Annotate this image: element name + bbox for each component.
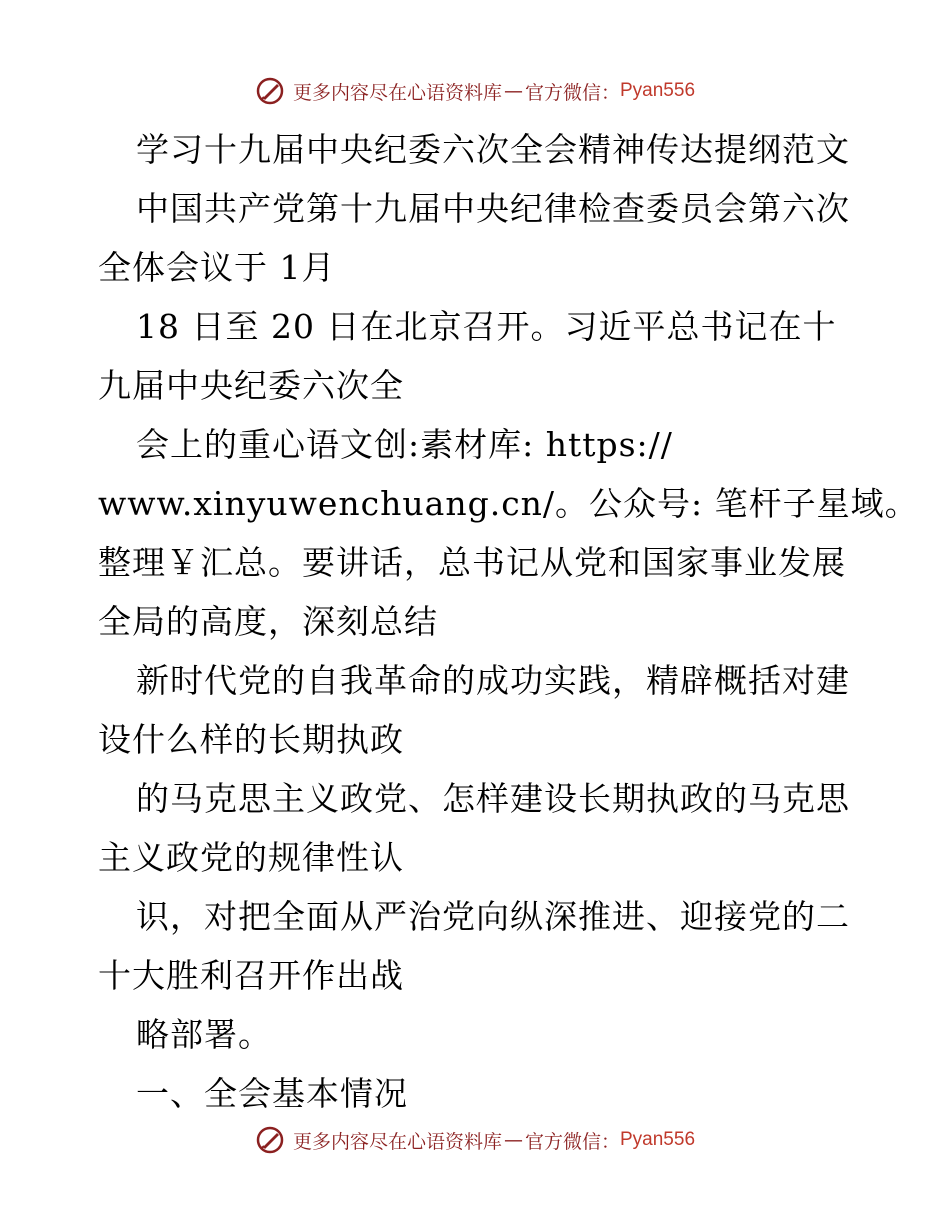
banner-wechat-label: 官方微信： — [524, 1130, 620, 1153]
banner-wechat-id: Pyan556 — [620, 1129, 696, 1150]
paragraph-line: 整理￥汇总。要讲话，总书记从党和国家事业发展 — [98, 543, 846, 582]
paragraph-line: 主义政党的规律性认 — [98, 838, 404, 877]
document-title: 学习十九届中央纪委六次全会精神传达提纲范文 — [136, 130, 850, 169]
paragraph-line: 18 日至 20 日在北京召开。习近平总书记在十 — [136, 307, 837, 346]
paragraph-line: 设什么样的长期执政 — [98, 720, 404, 759]
paragraph-line: www.xinyuwenchuang.cn/。公众号: 笔杆子星域。 — [98, 484, 919, 523]
banner-promo-text: 更多内容尽在心语资料库 — [292, 81, 502, 104]
banner-wechat-id: Pyan556 — [620, 80, 696, 101]
paragraph-line: 全体会议于 1月 — [98, 248, 336, 287]
banner-promo-text: 更多内容尽在心语资料库 — [292, 1130, 502, 1153]
section-heading: 一、全会基本情况 — [136, 1074, 408, 1113]
header-watermark-banner — [0, 71, 950, 111]
banner-separator: — — [503, 80, 523, 102]
banner-wechat-label: 官方微信： — [524, 81, 620, 104]
paragraph-line: 十大胜利召开作出战 — [98, 956, 404, 995]
paragraph-line: 识，对把全面从严治党向纵深推进、迎接党的二 — [136, 897, 850, 936]
paragraph-line: 会上的重心语文创:素材库: https:// — [136, 425, 673, 464]
paragraph-line: 全局的高度，深刻总结 — [98, 602, 438, 641]
document-body — [98, 120, 919, 1123]
footer-watermark-banner — [0, 1120, 950, 1160]
quill-pen-logo-icon — [255, 76, 285, 106]
quill-pen-logo-icon — [255, 1125, 285, 1155]
paragraph-line: 略部署。 — [136, 1015, 272, 1054]
paragraph-line: 中国共产党第十九届中央纪律检查委员会第六次 — [136, 189, 850, 228]
paragraph-line: 新时代党的自我革命的成功实践，精辟概括对建 — [136, 661, 850, 700]
paragraph-line: 的马克思主义政党、怎样建设长期执政的马克思 — [136, 779, 850, 818]
banner-separator: — — [503, 1129, 523, 1151]
paragraph-line: 九届中央纪委六次全 — [98, 366, 404, 405]
